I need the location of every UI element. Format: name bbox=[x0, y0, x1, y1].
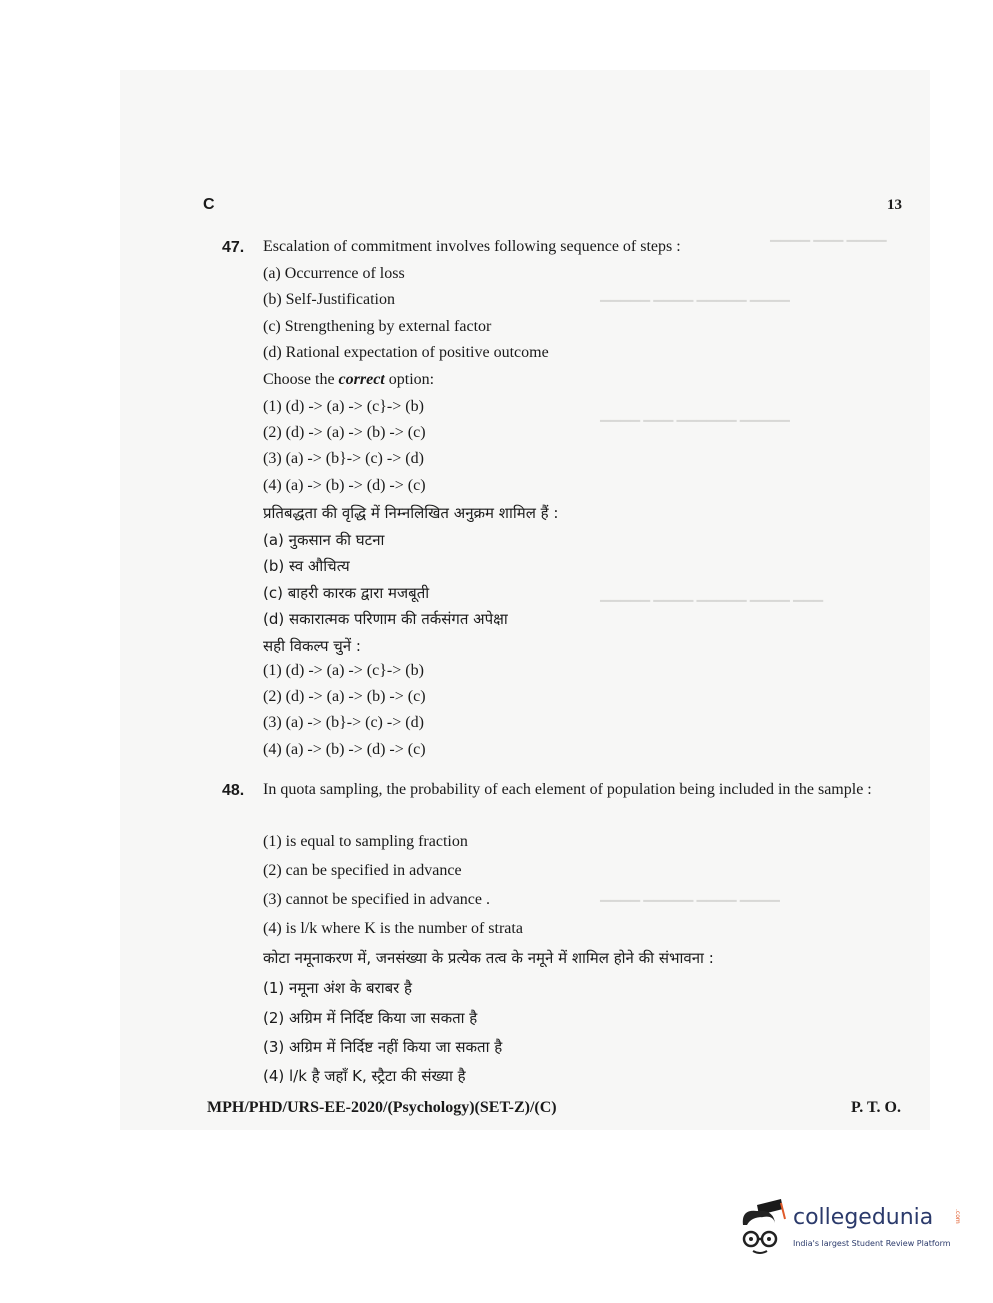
question-47-hindi-option: (2) (d) -> (a) -> (b) -> (c) bbox=[263, 688, 426, 705]
collegedunia-wordmark: collegedunia bbox=[793, 1205, 934, 1230]
question-47-hindi-instruction: सही विकल्प चुनें : bbox=[263, 637, 361, 655]
collegedunia-tagline: India's largest Student Review Platform bbox=[793, 1239, 951, 1248]
question-47-step: (c) Strengthening by external factor bbox=[263, 318, 492, 335]
bleed-through-decoration: ▔▔▔▔ ▔▔▔ ▔▔▔▔ bbox=[770, 240, 887, 255]
question-47-hindi-option: (1) (d) -> (a) -> (c}-> (b) bbox=[263, 662, 424, 679]
question-48-option: (2) can be specified in advance bbox=[263, 862, 462, 879]
question-48-option: (4) is l/k where K is the number of strata bbox=[263, 920, 523, 937]
question-48-hindi-option: (4) l/k है जहाँ K, स्ट्रैटा की संख्या है bbox=[263, 1067, 466, 1085]
bleed-through-decoration: ▔▔▔▔▔ ▔▔▔▔ ▔▔▔▔▔ ▔▔▔▔ ▔▔▔ bbox=[600, 600, 823, 615]
question-47-step: (d) Rational expectation of positive outcome bbox=[263, 344, 549, 361]
question-47-hindi-step: (d) सकारात्मक परिणाम की तर्कसंगत अपेक्षा bbox=[263, 610, 508, 628]
page-number: 13 bbox=[887, 197, 902, 213]
question-47-step: (b) Self-Justification bbox=[263, 291, 395, 308]
student-mascot-icon bbox=[735, 1195, 791, 1257]
question-47-hindi-step: (b) स्व औचित्य bbox=[263, 557, 350, 575]
collegedunia-watermark bbox=[735, 1195, 965, 1265]
question-48-hindi-option: (3) अग्रिम में निर्दिष्ट नहीं किया जा सकता है bbox=[263, 1038, 503, 1056]
question-47-hindi-option: (4) (a) -> (b) -> (d) -> (c) bbox=[263, 741, 426, 758]
question-47-option: (1) (d) -> (a) -> (c}-> (b) bbox=[263, 398, 424, 415]
question-48-hindi-option: (2) अग्रिम में निर्दिष्ट किया जा सकता है bbox=[263, 1009, 478, 1027]
footer-exam-code: MPH/PHD/URS-EE-2020/(Psychology)(SET-Z)/(C) bbox=[207, 1099, 557, 1116]
question-47-hindi-step: (c) बाहरी कारक द्वारा मजबूती bbox=[263, 584, 430, 602]
question-48-text: In quota sampling, the probability of each element of population being included in the sample : bbox=[263, 781, 872, 798]
question-48-number: 48. bbox=[222, 782, 245, 799]
footer-pto: P. T. O. bbox=[851, 1099, 901, 1116]
question-47-instruction: Choose the correct option: bbox=[263, 371, 435, 388]
question-47-hindi-option: (3) (a) -> (b}-> (c) -> (d) bbox=[263, 714, 424, 731]
question-48-hindi-text: कोटा नमूनाकरण में, जनसंख्या के प्रत्येक तत्व के नमूने में शामिल होने की संभावना : bbox=[263, 949, 714, 967]
question-47-hindi-step: (a) नुकसान की घटना bbox=[263, 531, 385, 549]
question-47-number: 47. bbox=[222, 239, 245, 256]
bleed-through-decoration: ▔▔▔▔ ▔▔▔▔▔ ▔▔▔▔ ▔▔▔▔ bbox=[600, 900, 780, 915]
question-47-hindi-text: प्रतिबद्धता की वृद्धि में निम्नलिखित अनुक्रम शामिल हैं : bbox=[263, 504, 559, 522]
set-code: C bbox=[203, 196, 215, 213]
question-47-option: (3) (a) -> (b}-> (c) -> (d) bbox=[263, 450, 424, 467]
question-48-option: (1) is equal to sampling fraction bbox=[263, 833, 468, 850]
question-47-text: Escalation of commitment involves following sequence of steps : bbox=[263, 238, 681, 255]
bleed-through-decoration: ▔▔▔▔▔ ▔▔▔▔ ▔▔▔▔▔ ▔▔▔▔ bbox=[600, 300, 790, 315]
question-48-hindi-option: (1) नमूना अंश के बराबर है bbox=[263, 979, 413, 997]
question-48-option: (3) cannot be specified in advance . bbox=[263, 891, 491, 908]
bleed-through-decoration: ▔▔▔▔ ▔▔▔ ▔▔▔▔▔▔ ▔▔▔▔▔ bbox=[600, 420, 790, 435]
question-47-step: (a) Occurrence of loss bbox=[263, 265, 405, 282]
collegedunia-domain-suffix: .com bbox=[954, 1209, 961, 1224]
question-47-option: (2) (d) -> (a) -> (b) -> (c) bbox=[263, 424, 426, 441]
question-47-option: (4) (a) -> (b) -> (d) -> (c) bbox=[263, 477, 426, 494]
